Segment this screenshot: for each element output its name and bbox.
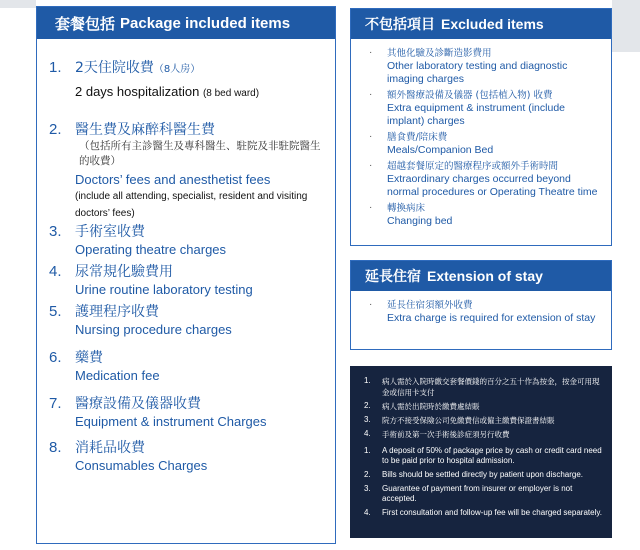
item-title-cn: 護理程序收費 (75, 304, 159, 320)
item-number: 4. (49, 263, 62, 280)
note-en-text: Guarantee of payment from insurer or employer is not accepted. (382, 484, 573, 503)
item-number: 1. (49, 59, 62, 76)
item-number: 3. (49, 223, 62, 240)
note-en-item (364, 508, 604, 518)
extension-of-stay-panel (350, 260, 612, 350)
notes-cn-list (364, 376, 604, 440)
note-cn-text: 院方不接受保險公司免繳費信或僱主繳費保證書結賬 (382, 416, 555, 425)
bullet-icon: · (369, 47, 373, 58)
note-number: 4. (364, 508, 371, 517)
note-cn-item (364, 401, 604, 412)
item-title-en-extra: (8 bed ward) (202, 88, 260, 99)
excluded-item (363, 131, 605, 157)
bullet-icon: · (369, 89, 373, 100)
bullet-icon: · (369, 131, 373, 142)
item-note-en: (include all attending, specialist, resident and visiting doctors’ fees) (75, 191, 308, 219)
note-number: 1. (364, 446, 371, 455)
bullet-icon: · (369, 160, 373, 171)
item-title-en: Nursing procedure charges (75, 322, 232, 337)
note-en-item (364, 446, 604, 466)
included-items-header (37, 7, 335, 39)
item-title-en: Medication fee (75, 368, 160, 383)
item-title-cn: 尿常規化驗費用 (75, 264, 173, 280)
excluded-items-header (351, 9, 611, 39)
item-title-en: Consumables Charges (75, 458, 208, 473)
note-number: 2. (364, 401, 371, 410)
item-title-en: Operating theatre charges (75, 242, 227, 257)
included-header-en: Package included items (120, 14, 291, 32)
note-en-text: A deposit of 50% of package price by cash or credit card need to be paid prior to hospital admission. (382, 446, 602, 465)
excluded-item (363, 47, 605, 86)
note-en-text: Bills should be settled directly by patient upon discharge. (382, 470, 584, 479)
item-number: 2. (49, 121, 62, 138)
note-cn-item (364, 415, 604, 426)
excluded-header-en: Excluded items (441, 16, 544, 32)
excluded-item (363, 89, 605, 128)
excluded-item-cn: 膳食費/陪床費 (387, 132, 448, 143)
item-title-en: Doctors’ fees and anesthetist fees (75, 172, 271, 187)
note-en-text: First consultation and follow-up fee will be charged separately. (382, 508, 602, 517)
note-number: 1. (364, 376, 371, 385)
right-decorative-strip (612, 0, 640, 52)
item-title-cn: 手術室收費 (75, 224, 145, 240)
item-title-cn: 2天住院收費 (75, 60, 154, 76)
item-title-en: Urine routine laboratory testing (75, 282, 253, 297)
excluded-item-en: Other laboratory testing and diagnostic imaging charges (387, 60, 568, 85)
extension-item-cn: 延長住宿須額外收費 (387, 300, 473, 311)
included-items-panel (36, 6, 336, 544)
excluded-item-cn: 其他化驗及診斷造影費用 (387, 48, 492, 59)
note-number: 3. (364, 484, 371, 493)
note-en-item (364, 484, 604, 504)
item-number: 7. (49, 395, 62, 412)
item-number: 6. (49, 349, 62, 366)
excluded-item-en: Extra equipment & instrument (include implant) charges (387, 102, 566, 127)
top-decorative-strip (0, 0, 36, 8)
note-cn-item (364, 376, 604, 398)
bullet-icon: · (369, 299, 373, 310)
item-title-cn-extra: （8人房） (153, 64, 201, 75)
excluded-item-cn: 額外醫療設備及儀器 (包括植入物) 收費 (387, 90, 553, 101)
note-cn-item (364, 429, 604, 440)
payment-notes-panel (350, 366, 612, 538)
extension-item (363, 299, 605, 325)
note-cn-text: 病人需於出院時於繳費處結賬 (382, 402, 480, 411)
item-note-cn: （包括所有主診醫生及專科醫生、駐院及非駐院醫生的收費） (79, 140, 321, 167)
excluded-item-en: Extraordinary charges occurred beyond normal procedures or Operating Theatre time (387, 173, 598, 198)
excluded-item (363, 160, 605, 199)
note-number: 4. (364, 429, 371, 438)
excluded-item-en: Changing bed (387, 215, 453, 227)
extension-header (351, 261, 611, 291)
extension-item-en: Extra charge is required for extension of stay (387, 312, 596, 324)
note-en-item (364, 470, 604, 480)
item-number: 8. (49, 439, 62, 456)
excluded-item-en: Meals/Companion Bed (387, 144, 494, 156)
item-title-cn: 醫生費及麻醉科醫生費 (75, 122, 215, 138)
item-title-cn: 藥費 (75, 350, 103, 366)
item-title-en: 2 days hospitalization (75, 84, 200, 99)
notes-en-list (364, 446, 604, 518)
item-title-en: Equipment & instrument Charges (75, 414, 267, 429)
bullet-icon: · (369, 202, 373, 213)
note-number: 3. (364, 415, 371, 424)
excluded-item-cn: 超越套餐原定的醫療程序或額外手術時間 (387, 161, 559, 172)
item-title-cn: 消耗品收費 (75, 440, 145, 456)
excluded-items-panel (350, 8, 612, 246)
item-number: 5. (49, 303, 62, 320)
extension-header-en: Extension of stay (427, 268, 543, 284)
extension-header-cn: 延長住宿 (365, 269, 421, 285)
note-cn-text: 病人需於入院時繳交套餐價錢的百分之五十作為按金，按金可用現金或信用卡支付 (382, 377, 600, 397)
excluded-header-cn: 不包括項目 (365, 17, 435, 33)
item-title-cn: 醫療設備及儀器收費 (75, 396, 201, 412)
included-header-cn: 套餐包括 (55, 14, 116, 33)
excluded-item (363, 202, 605, 228)
note-cn-text: 手術前及第一次手術後診症須另行收費 (382, 430, 510, 439)
note-number: 2. (364, 470, 371, 479)
excluded-item-cn: 轉換病床 (387, 203, 426, 214)
